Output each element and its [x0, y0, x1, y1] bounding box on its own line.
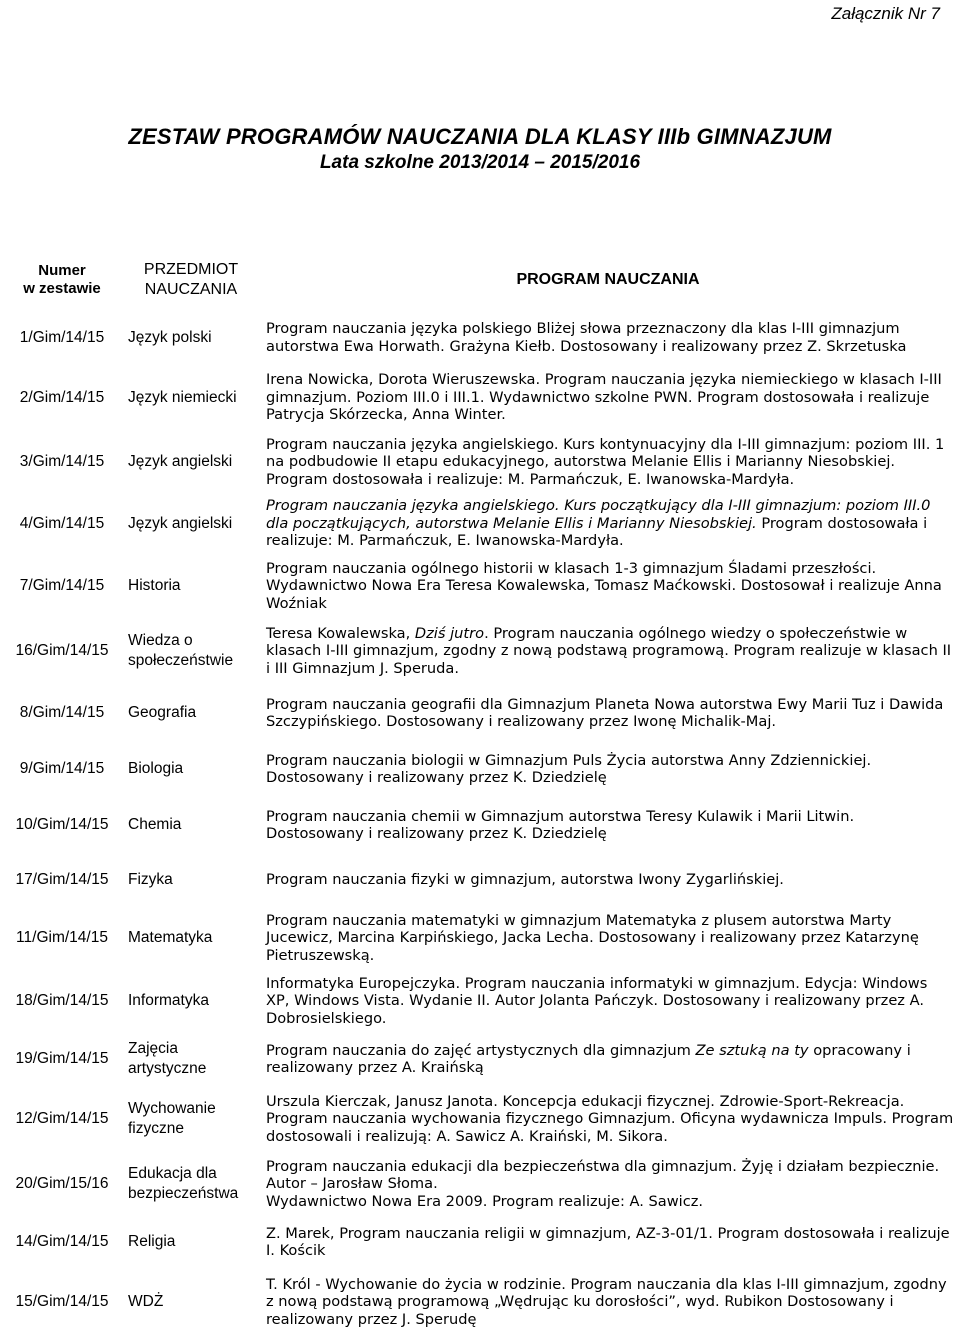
table-row: [0, 432, 958, 492]
row-subject: Język niemiecki: [128, 388, 237, 406]
row-subject: Matematyka: [128, 929, 213, 946]
header-program: PROGRAM NAUCZANIA: [516, 271, 700, 288]
row-subject: Fizyka: [128, 871, 173, 888]
row-subject: Język polski: [128, 328, 212, 346]
row-program: Teresa Kowalewska, Dziś jutro. Program nauczania ogólnego wiedzy o społeczeństwie w klasach I-III gimnazjum, zgodny z nową podstawą programową. Program realizuje w klasach II i III Gimnazjum J. Speruda.: [266, 624, 952, 677]
row-subject: WDŻ: [128, 1293, 164, 1310]
row-code: 16/Gim/14/15: [15, 642, 109, 659]
row-program: Irena Nowicka, Dorota Wieruszewska. Program nauczania języka niemieckiego w klasach I-III gimnazjum. Poziom III.0 i III.1. Wydawnictwo szkolne PWN. Program dostosowała i realizuje Patrycja Skórzecka, Anna Winter.: [266, 371, 942, 424]
row-program: Program nauczania matematyki w gimnazjum Matematyka z plusem autorstwa Marty Jucewicz, Marcina Karpińskiego, Jacka Lecha. Dostosowany i realizowany przez Katarzynę Pietruszewską.: [266, 911, 919, 964]
table-header-row: [0, 248, 958, 312]
row-subject: Religia: [128, 1233, 176, 1250]
row-subject: Informatyka: [128, 992, 209, 1009]
row-code: 15/Gim/14/15: [15, 1293, 109, 1310]
row-code: 20/Gim/15/16: [15, 1175, 109, 1192]
table-row: [0, 685, 958, 741]
table-row: [0, 492, 958, 555]
row-code: 7/Gim/14/15: [19, 577, 105, 594]
header-number: Numer w zestawie: [23, 262, 101, 297]
document-title: ZESTAW PROGRAMÓW NAUCZANIA DLA KLASY IIIb GIMNAZJUM: [128, 124, 832, 149]
table-row: [0, 969, 958, 1033]
row-program: Z. Marek, Program nauczania religii w gimnazjum, AZ-3-01/1. Program dostosowała i realizuje I. Kościk: [266, 1224, 950, 1259]
document-subtitle: Lata szkolne 2013/2014 – 2015/2016: [319, 152, 641, 173]
row-subject: Zajęcia artystyczne: [128, 1040, 207, 1077]
row-code: 8/Gim/14/15: [19, 704, 105, 721]
table-row: [0, 617, 958, 685]
row-program: Program nauczania chemii w Gimnazjum autorstwa Teresy Kulawik i Marii Litwin. Dostosowany i realizowany przez K. Dziedzielę: [266, 807, 855, 842]
row-code: 3/Gim/14/15: [19, 453, 105, 470]
row-program: Informatyka Europejczyka. Program nauczania informatyki w gimnazjum. Edycja: Windows XP, Windows Vista. Wydanie II. Autor Jolanta Pańczyk. Dostosowany i realizowany przez A. Dobrosielskiego.: [266, 974, 928, 1027]
row-program: T. Król - Wychowanie do życia w rodzinie. Program nauczania dla klas I-III gimnazjum, zgodny z nową podstawą programową „Wędrując ku dorosłości”, wyd. Rubikon Dostosowany i realizowany przez J. Sperudę: [266, 1275, 947, 1328]
row-program: Program nauczania ogólnego historii w klasach 1-3 gimnazjum Śladami przeszłości. Wydawnictwo Nowa Era Teresa Kowalewska, Tomasz Maćkowski. Dostosował i realizuje Anna Woźniak: [266, 559, 942, 612]
table-row: [0, 363, 958, 432]
row-code: 11/Gim/14/15: [16, 929, 108, 946]
row-subject: Wychowanie fizyczne: [128, 1100, 216, 1137]
table-row: [0, 1033, 958, 1085]
table-row: [0, 1153, 958, 1215]
table-row: [0, 312, 958, 363]
row-code: 19/Gim/14/15: [15, 1050, 109, 1067]
programs-table: [0, 248, 958, 1335]
row-subject: Geografia: [128, 704, 197, 721]
row-subject: Biologia: [128, 760, 184, 777]
row-program: Program nauczania do zajęć artystycznych dla gimnazjum Ze sztuką na ty opracowany i realizowany przez A. Kraińską: [266, 1041, 911, 1076]
table-row: [0, 1269, 958, 1335]
row-code: 18/Gim/14/15: [15, 992, 109, 1009]
row-subject: Historia: [128, 577, 181, 594]
row-program: Program nauczania języka polskiego Bliżej słowa przeznaczony dla klas I-III gimnazjum autorstwa Ewa Horwath. Grażyna Kiełb. Dostosowany i realizowany przez Z. Skrzetuska: [266, 320, 907, 355]
row-program: Program nauczania języka angielskiego. Kurs kontynuacyjny dla I-III gimnazjum: poziom III. 1 na podbudowie II etapu edukacyjnego, autorstwa Melanie Ellis i Marianny Niesobskiej. Program dostosowała i realizuje: M. Parmańczuk, E. Iwanowska-Mardyła.: [266, 435, 945, 488]
row-code: 1/Gim/14/15: [19, 328, 105, 346]
row-program: Program nauczania edukacji dla bezpieczeństwa dla gimnazjum. Żyję i działam bezpiecznie. Autor – Jarosław Słoma. Wydawnictwo Nowa Era 2009. Program realizuje: A. Sawicz.: [266, 1157, 940, 1210]
row-subject: Język angielski: [128, 514, 233, 532]
table-row: [0, 741, 958, 797]
row-program: Program nauczania geografii dla Gimnazjum Planeta Nowa autorstwa Ewy Marii Tuz i Dawida Szczypińskiego. Dostosowany i realizowany przez Iwonę Michalik-Maj.: [266, 695, 944, 730]
row-program: Program nauczania biologii w Gimnazjum Puls Życia autorstwa Anny Zdziennickiej. Dostosowany i realizowany przez K. Dziedzielę: [266, 751, 872, 786]
row-subject: Edukacja dla bezpieczeństwa: [128, 1165, 239, 1202]
table-row: [0, 853, 958, 907]
row-program: Program nauczania fizyki w gimnazjum, autorstwa Iwony Zygarlińskiej.: [266, 871, 784, 889]
row-code: 10/Gim/14/15: [15, 816, 109, 833]
row-subject: Język angielski: [128, 453, 233, 470]
row-code: 2/Gim/14/15: [19, 388, 105, 406]
annex-label: Załącznik Nr 7: [831, 4, 940, 23]
row-program: Program nauczania języka angielskiego. Kurs początkujący dla I-III gimnazjum: poziom III.0 dla początkujących, autorstwa Melanie Ellis i Marianny Niesobskiej. Program dostosowała i realizuje: M. Parmańczuk, E. Iwanowska-Mardyła.: [266, 497, 931, 550]
row-code: 14/Gim/14/15: [15, 1233, 109, 1250]
table-row: [0, 797, 958, 853]
table-row: [0, 907, 958, 969]
table-row: [0, 1215, 958, 1269]
table-row: [0, 1085, 958, 1153]
header-subject: PRZEDMIOT NAUCZANIA: [143, 261, 239, 298]
row-code: 4/Gim/14/15: [19, 514, 105, 532]
row-code: 17/Gim/14/15: [15, 871, 109, 888]
table-row: [0, 555, 958, 617]
row-subject: Chemia: [128, 816, 182, 833]
row-program: Urszula Kierczak, Janusz Janota. Koncepcja edukacji fizycznej. Zdrowie-Sport-Rekreacja. Program nauczania wychowania fizycznego Gimnazjum. Oficyna wydawnicza Impuls. Program dostosowali i realizują: A. Sawicz A. Kraiński, M. Sikora.: [266, 1092, 954, 1145]
row-subject: Wiedza o społeczeństwie: [128, 632, 234, 669]
row-code: 12/Gim/14/15: [15, 1110, 109, 1127]
row-code: 9/Gim/14/15: [19, 760, 105, 777]
